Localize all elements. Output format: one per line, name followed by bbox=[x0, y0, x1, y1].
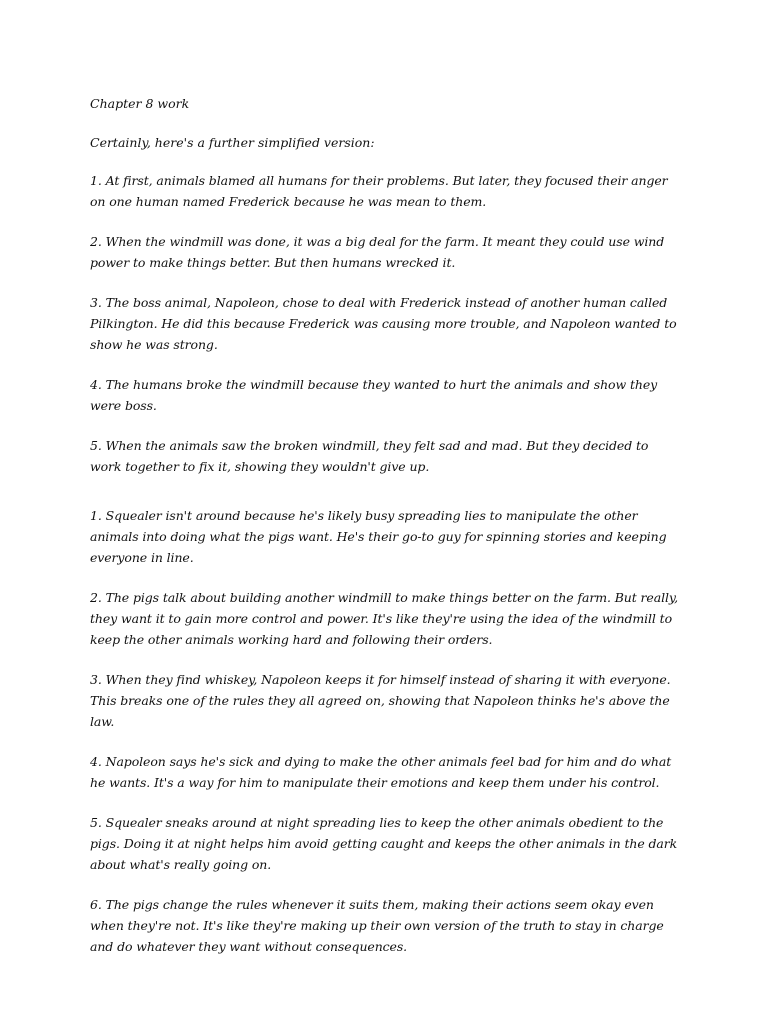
list-item bbox=[90, 669, 680, 732]
item-number: 5 . bbox=[90, 438, 106, 453]
answer-list-1 bbox=[90, 170, 680, 477]
item-number: 1 . bbox=[90, 173, 106, 188]
item-text: When they find whiskey, Napoleon keeps it for himself instead of sharing it with everyone. This breaks one of the rules they all agreed on, showing that Napoleon thinks he's above the law. bbox=[90, 672, 671, 729]
item-number: 3 . bbox=[90, 295, 106, 310]
item-text: Squealer isn't around because he's likely busy spreading lies to manipulate the other animals into doing what the pigs want. He's their go-to guy for spinning stories and keeping everyone in line. bbox=[90, 508, 667, 565]
item-text: Napoleon says he's sick and dying to make the other animals feel bad for him and do what he wants. It's a way for him to manipulate their emotions and keep them under his control. bbox=[90, 754, 672, 790]
item-text: When the windmill was done, it was a big deal for the farm. It meant they could use wind power to make things better. But then humans wrecked it. bbox=[90, 234, 665, 270]
item-text: The humans broke the windmill because they wanted to hurt the animals and show they were boss. bbox=[90, 377, 658, 413]
list-item bbox=[90, 435, 680, 477]
list-item bbox=[90, 812, 680, 875]
item-text: Squealer sneaks around at night spreading lies to keep the other animals obedient to the pigs. Doing it at night helps him avoid getting caught and keeps the other animals in the dark about what's really going on. bbox=[90, 815, 678, 872]
item-number: 4 . bbox=[90, 754, 106, 769]
document-page bbox=[90, 94, 680, 976]
list-item bbox=[90, 894, 680, 957]
item-number: 3 . bbox=[90, 672, 106, 687]
answer-list-2 bbox=[90, 505, 680, 957]
item-number: 1 . bbox=[90, 508, 106, 523]
document-intro: Certainly, here's a further simplified version: bbox=[90, 135, 375, 150]
item-text: The pigs change the rules whenever it suits them, making their actions seem okay even when they're not. It's like they're making up their own version of the truth to stay in charge and do whatever they want without consequences. bbox=[90, 897, 664, 954]
item-number: 6 . bbox=[90, 897, 106, 912]
list-item bbox=[90, 374, 680, 416]
item-number: 2 . bbox=[90, 234, 106, 249]
list-item bbox=[90, 587, 680, 650]
item-text: When the animals saw the broken windmill, they felt sad and mad. But they decided to work together to fix it, showing they wouldn't give up. bbox=[90, 438, 649, 474]
item-number: 2 . bbox=[90, 590, 106, 605]
list-item bbox=[90, 505, 680, 568]
list-item bbox=[90, 231, 680, 273]
item-number: 5 . bbox=[90, 815, 106, 830]
item-text: At first, animals blamed all humans for their problems. But later, they focused their anger on one human named Frederick because he was mean to them. bbox=[90, 173, 668, 209]
item-text: The boss animal, Napoleon, chose to deal with Frederick instead of another human called Pilkington. He did this because Frederick was causing more trouble, and Napoleon wanted to show he was strong. bbox=[90, 295, 677, 352]
item-number: 4 . bbox=[90, 377, 106, 392]
document-title: Chapter 8 work bbox=[90, 96, 190, 111]
list-item bbox=[90, 751, 680, 793]
list-item bbox=[90, 170, 680, 212]
list-item bbox=[90, 292, 680, 355]
item-text: The pigs talk about building another windmill to make things better on the farm. But really, they want it to gain more control and power. It's like they're using the idea of the windmill to keep the other animals working hard and following their orders. bbox=[90, 590, 679, 647]
